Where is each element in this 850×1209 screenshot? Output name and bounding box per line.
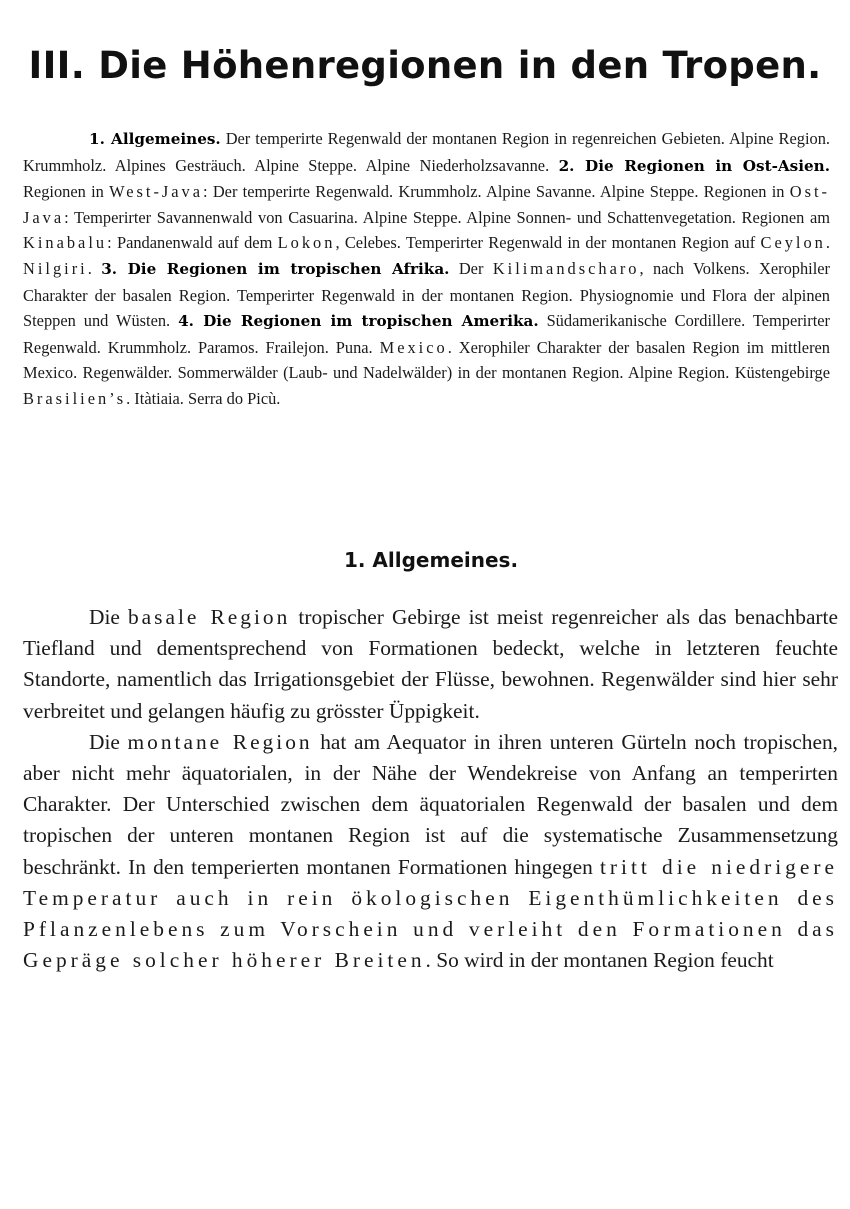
paragraph-text: hat am Aequator in ihren unteren Gürteln noch tropischen, aber nicht mehr äquatorialen, in der Nähe der Wendekreise von Anfang an temperirten Charakter. Der Unterschied zwischen dem äquatorialen Regenwald der basalen und dem tropischen der unteren montanen Region ist auf die systematische Zusammensetzung beschränkt. In den temperierten montanen Formationen hingegen — [23, 729, 839, 879]
place-kilimandscharo: Kilimandscharo — [492, 258, 640, 278]
summary-text: . — [87, 258, 102, 278]
summary-heading-1: 1. Allgemeines. — [89, 130, 221, 148]
body-text — [23, 602, 838, 976]
paragraph-1 — [23, 602, 838, 727]
place-ost-java: Ost-Java — [23, 182, 830, 227]
emphasis-montane-region: montane Region — [127, 729, 313, 754]
summary-text: , Celebes. Temperirter Regenwald in der montanen Region auf — [335, 233, 761, 253]
summary-text: : Temperirter Savannenwald von Casuarina. Alpine Steppe. Alpine Sonnen- und Schattenvegetation. Regionen am — [64, 207, 830, 227]
place-west-java: West-Java — [109, 182, 204, 202]
emphasis-temperature-passage: tritt die niedrigere Temperatur auch in rein ökologischen Eigenthümlichkeiten des Pflanzenlebens zum Vorschein und verleiht den Formationen das Gepräge solcher höherer Breiten — [23, 854, 838, 973]
paragraph-text: Die — [89, 605, 128, 629]
summary-text: . Xerophiler Charakter der basalen Region im mittleren Mexico. Regenwälder. Sommerwälder (Laub- und Nadelwälder) in der montanen Region. Alpine Region. Küstengebirge — [23, 337, 831, 383]
paragraph-text: tropischer Gebirge ist meist regenreicher als das benachbarte Tiefland und dementsprechend von Formationen bedeckt, welche in letzteren feuchte Standorte, namentlich das Irrigationsgebiet der Flüsse, bewohnen. Regenwälder sind hier sehr verbreitet und gelangen häufig zu grösster Üppigkeit. — [23, 605, 838, 723]
chapter-title: III. Die Höhenregionen in den Tropen. — [28, 44, 822, 87]
chapter-summary — [23, 126, 830, 412]
emphasis-basale-region: basale Region — [127, 605, 291, 629]
summary-text: Regionen in — [23, 182, 110, 202]
summary-text: : Pandanenwald auf dem — [107, 233, 278, 253]
summary-text: . — [825, 233, 830, 253]
paragraph-text: . So wird in der montanen Region feucht — [425, 948, 774, 973]
summary-text: . Itàtiaia. Serra do Picù. — [126, 388, 281, 408]
place-nilgiri: Nilgiri — [23, 258, 88, 278]
paragraph-text: Die — [89, 729, 128, 754]
summary-heading-3: 3. Die Regionen im tropischen Afrika. — [101, 259, 450, 278]
summary-heading-2: 2. Die Regionen in Ost-Asien. — [558, 156, 830, 175]
summary-text: , nach Volkens. Xerophiler Charakter der basalen Region. Temperirter Regenwald in der montanen Region. Physiognomie und Flora der alpinen Steppen und Wüsten. — [23, 258, 831, 331]
summary-heading-4: 4. Die Regionen im tropischen Amerika. — [178, 312, 539, 331]
place-brasilien: Brasilien’s — [23, 388, 127, 408]
summary-text: Der temperirte Regenwald der montanen Region in regenreichen Gebieten. Alpine Region. Krummholz. Alpines Gesträuch. Alpine Steppe. Alpine Niederholzsavanne. — [23, 129, 831, 175]
paragraph-2 — [23, 727, 838, 977]
summary-text: Der — [449, 258, 493, 278]
section-heading: 1. Allgemeines. — [343, 548, 519, 572]
summary-text: Südamerikanische Cordillere. Temperirter Regenwald. Krummholz. Paramos. Frailejon. Puna. — [23, 311, 830, 357]
place-lokon: Lokon — [277, 233, 336, 253]
place-mexico: Mexico — [379, 337, 448, 357]
place-ceylon: Ceylon — [760, 233, 826, 253]
summary-text: : Der temperirte Regenwald. Krummholz. Alpine Savanne. Alpine Steppe. Regionen in — [203, 182, 790, 202]
place-kinabalu: Kinabalu — [23, 233, 108, 253]
